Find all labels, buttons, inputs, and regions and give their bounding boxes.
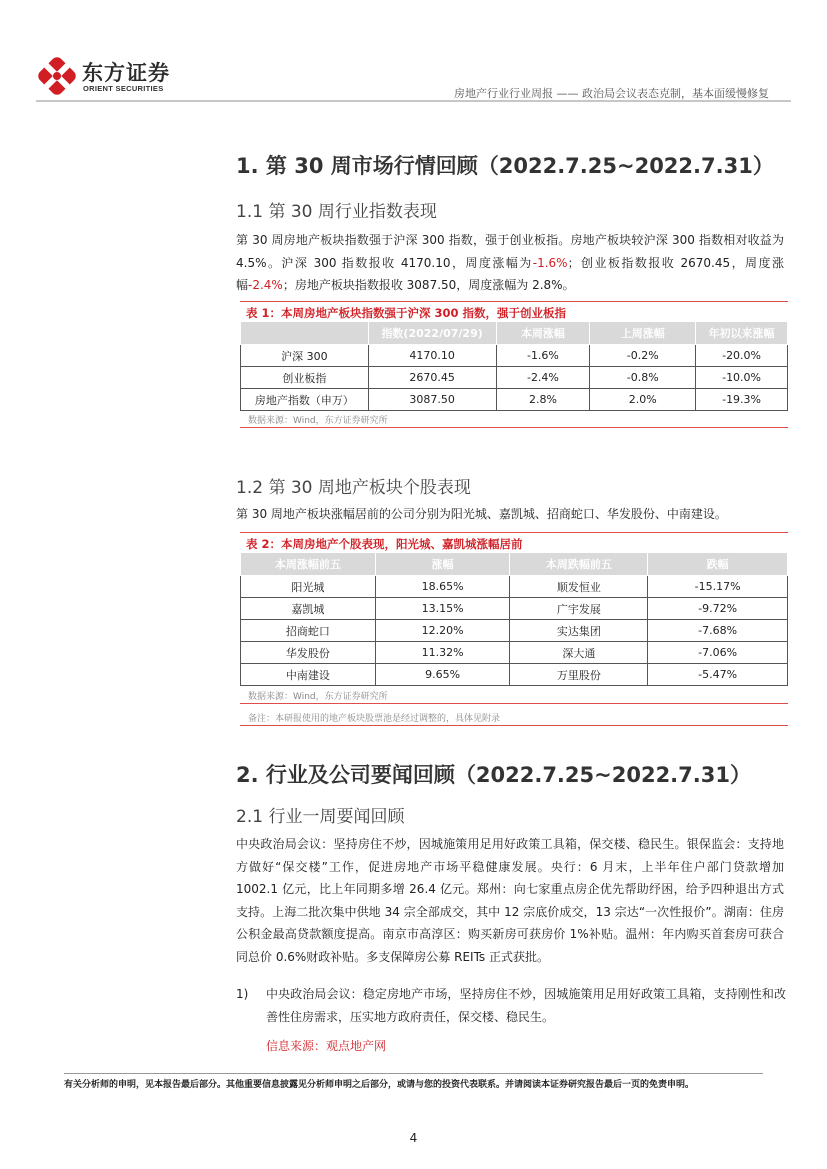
logo-english-name: ORIENT SECURITIES [83, 84, 164, 93]
table-1-cell: -20.0% [696, 345, 788, 367]
table-2-cell: 顺发恒业 [510, 576, 648, 598]
table-row [241, 576, 788, 598]
table-2-cell: 中南建设 [241, 664, 376, 686]
table-row [241, 345, 788, 367]
company-logo [36, 55, 186, 97]
table-row [241, 598, 788, 620]
section-1-1-heading: 1.1 第 30 周行业指数表现 [236, 202, 437, 222]
list-item-1-number: 1) [236, 987, 249, 1001]
table-2-cell: 招商蛇口 [241, 620, 376, 642]
negative-value: -2.4% [248, 278, 283, 292]
table-1-cell: 2.8% [496, 389, 590, 411]
paragraph-text: 第 30 周房地产板块指数强于沪深 300 指数，强于创业板指。房地产板块较沪深 300 指数相对收益为 4.5%。沪深 300 指数报收 4170.10，周度涨幅为 [236, 233, 784, 270]
section-1-heading: 1. 第 30 周市场行情回顾（2022.7.25~2022.7.31） [236, 154, 774, 178]
info-source: 信息来源：观点地产网 [266, 1039, 387, 1053]
table-2-cell: 万里股份 [510, 664, 648, 686]
table-1-source: 数据来源：Wind，东方证券研究所 [240, 410, 788, 428]
table-row [241, 389, 788, 411]
table-2-cell: -5.47% [648, 664, 788, 686]
table-2-note: 备注：本研报使用的地产板块股票池是经过调整的，具体见附录 [240, 708, 788, 726]
section-1-2-paragraph: 第 30 周地产板块涨幅居前的公司分别为阳光城、嘉凯城、招商蛇口、华发股份、中南建设。 [236, 507, 727, 521]
table-2-cell: 华发股份 [241, 642, 376, 664]
page-number: 4 [409, 1131, 418, 1145]
table-2-cell: 12.20% [375, 620, 510, 642]
table-1-caption: 表 1：本周房地产板块指数强于沪深 300 指数，强于创业板指 [240, 301, 788, 321]
table-2-cell: 阳光城 [241, 576, 376, 598]
table-2-cell: -15.17% [648, 576, 788, 598]
table-2-cell: 嘉凯城 [241, 598, 376, 620]
table-2-caption: 表 2：本周房地产个股表现，阳光城、嘉凯城涨幅居前 [240, 532, 788, 552]
report-title: 房地产行业行业周报 —— 政治局会议表态克制，基本面缓慢修复 [454, 87, 769, 100]
logo-chinese-name: 东方证券 [82, 61, 170, 85]
orient-logo-icon [36, 55, 78, 97]
table-1-cell: 创业板指 [241, 367, 369, 389]
table-1-header-cell: 年初以来涨幅 [696, 322, 788, 345]
paragraph-text: ；创业板指数报收 2670.45，周度涨幅 [236, 255, 784, 292]
table-2-header-cell: 本周跌幅前五 [510, 553, 648, 576]
section-2-1-heading: 2.1 行业一周要闻回顾 [236, 807, 405, 827]
table-1-cell: -10.0% [696, 367, 788, 389]
table-row [241, 642, 788, 664]
table-1-header-cell: 指数(2022/07/29) [368, 322, 496, 345]
table-1 [240, 321, 788, 411]
table-1-cell: -19.3% [696, 389, 788, 411]
table-1-cell: 4170.10 [368, 345, 496, 367]
table-1-cell: -2.4% [496, 367, 590, 389]
table-1-header-cell: 上周涨幅 [590, 322, 696, 345]
table-2-header-cell: 跌幅 [648, 553, 788, 576]
table-row [241, 664, 788, 686]
table-2-cell: 深大通 [510, 642, 648, 664]
table-2-cell: 9.65% [375, 664, 510, 686]
table-2-cell: -7.68% [648, 620, 788, 642]
table-1-cell: -0.2% [590, 345, 696, 367]
section-1-2-heading: 1.2 第 30 周地产板块个股表现 [236, 478, 471, 498]
table-2-header-cell: 涨幅 [375, 553, 510, 576]
table-1-cell: -0.8% [590, 367, 696, 389]
footer-divider [64, 1073, 763, 1074]
table-2-source: 数据来源：Wind，东方证券研究所 [240, 686, 788, 704]
table-2-header-cell: 本周涨幅前五 [241, 553, 376, 576]
table-1-cell: 3087.50 [368, 389, 496, 411]
table-row [241, 367, 788, 389]
section-1-1-paragraph [236, 229, 784, 297]
table-row [241, 620, 788, 642]
table-1-header-cell [241, 322, 369, 345]
table-1-cell: 房地产指数（申万） [241, 389, 369, 411]
table-1-header-cell: 本周涨幅 [496, 322, 590, 345]
negative-value: -1.6% [532, 255, 568, 270]
table-2-cell: 实达集团 [510, 620, 648, 642]
table-1-cell: -1.6% [496, 345, 590, 367]
table-2-cell: 广宇发展 [510, 598, 648, 620]
table-2-cell: 13.15% [375, 598, 510, 620]
table-2-cell: 11.32% [375, 642, 510, 664]
table-2-cell: -9.72% [648, 598, 788, 620]
section-2-heading: 2. 行业及公司要闻回顾（2022.7.25~2022.7.31） [236, 763, 751, 787]
table-1-cell: 沪深 300 [241, 345, 369, 367]
section-2-1-paragraph: 中央政治局会议：坚持房住不炒，因城施策用足用好政策工具箱，保交楼、稳民生。银保监会：支持地方做好“保交楼”工作，促进房地产市场平稳健康发展。央行：6 月末，上半年住户部门贷款增加 1002.1 亿元，比上年同期多增 26.4 亿元。郑州：向七家重点房企优先帮助纾困，给予四种退出方式支持。上海二批次集中供地 34 宗全部成交，其中 12 宗底价成交，13 宗达“一次性报价”。湖南：住房公积金最高贷款额度提高。南京市高淳区：购买新房可获房价 1%补贴。温州：年内购买首套房可获合同总价 0.6%财政补贴。多支保障房公募 REITs 正式获批。 [236, 837, 784, 964]
paragraph-text: ；房地产板块指数报收 3087.50，周度涨幅为 2.8%。 [282, 278, 575, 292]
table-2 [240, 552, 788, 686]
header-divider [36, 100, 791, 102]
list-item-1-text: 中央政治局会议：稳定房地产市场，坚持房住不炒，因城施策用足用好政策工具箱，支持刚性和改善性住房需求，压实地方政府责任，保交楼、稳民生。 [266, 987, 786, 1024]
table-1-cell: 2.0% [590, 389, 696, 411]
footer-disclaimer: 有关分析师的申明，见本报告最后部分。其他重要信息披露见分析师申明之后部分，或请与您的投资代表联系。并请阅读本证券研究报告最后一页的免责申明。 [64, 1080, 695, 1090]
table-2-cell: -7.06% [648, 642, 788, 664]
table-1-cell: 2670.45 [368, 367, 496, 389]
table-2-cell: 18.65% [375, 576, 510, 598]
